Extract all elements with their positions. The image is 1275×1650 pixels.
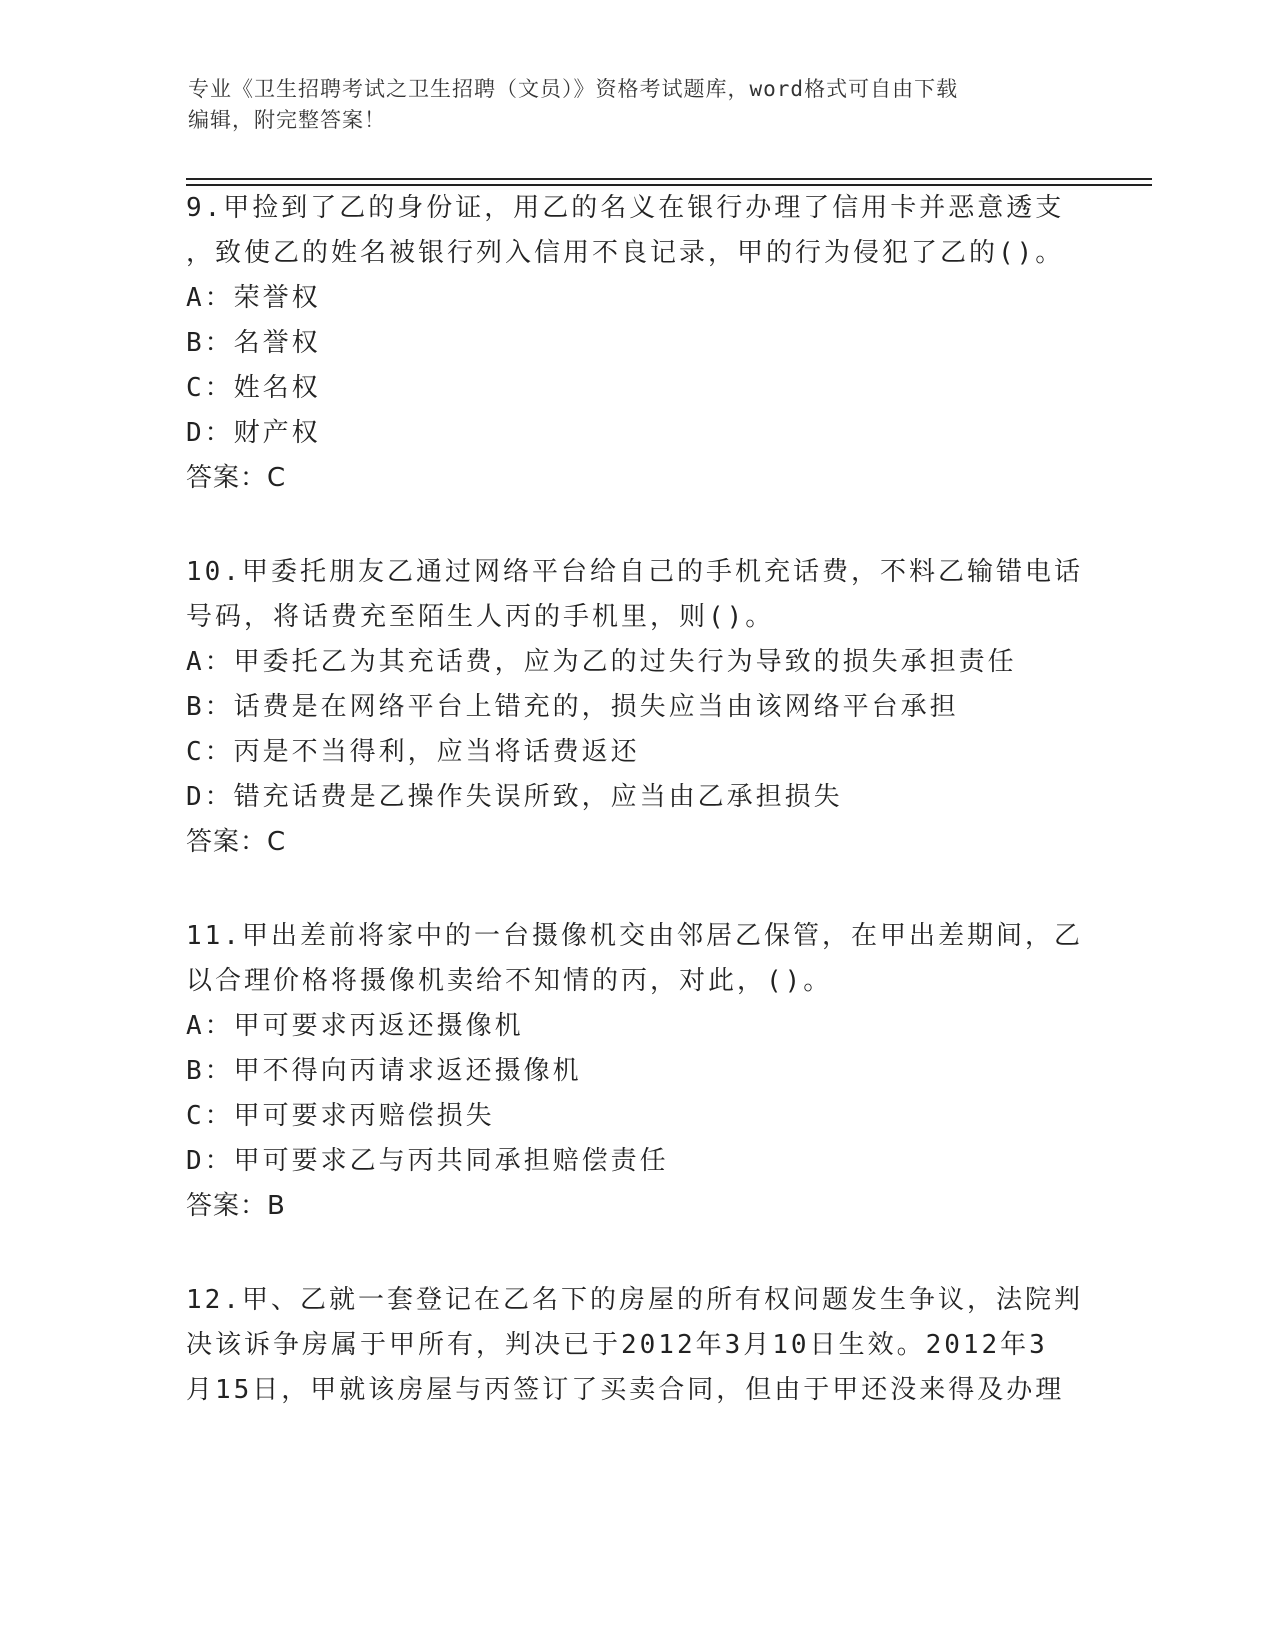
spacer xyxy=(186,1229,1086,1278)
option-a: A：甲可要求丙返还摄像机 xyxy=(186,1011,524,1041)
option-c: C：甲可要求丙赔偿损失 xyxy=(186,1101,495,1131)
option-d: D：财产权 xyxy=(186,418,321,448)
question-9 xyxy=(186,186,1086,501)
option-c: C：丙是不当得利，应当将话费返还 xyxy=(186,737,640,767)
question-text-line: 月15日，甲就该房屋与丙签订了买卖合同，但由于甲还没来得及办理 xyxy=(186,1375,1065,1405)
question-text-line: 10.甲委托朋友乙通过网络平台给自己的手机充话费，不料乙输错电话 xyxy=(186,557,1083,587)
answer-line: 答案：C xyxy=(186,463,287,493)
document-header xyxy=(188,74,1068,136)
question-list xyxy=(186,186,1086,1413)
option-c: C：姓名权 xyxy=(186,373,321,403)
spacer xyxy=(186,501,1086,550)
answer-line: 答案：C xyxy=(186,827,287,857)
header-line-1: 专业《卫生招聘考试之卫生招聘（文员）》资格考试题库，word格式可自由下载 xyxy=(188,77,959,101)
question-text-line: 以合理价格将摄像机卖给不知情的丙，对此，()。 xyxy=(186,966,833,996)
spacer xyxy=(186,865,1086,914)
question-10 xyxy=(186,550,1086,865)
option-b: B：甲不得向丙请求返还摄像机 xyxy=(186,1056,582,1086)
question-text-line: 号码，将话费充至陌生人丙的手机里，则()。 xyxy=(186,602,775,632)
header-rule-top xyxy=(186,178,1152,180)
question-11 xyxy=(186,914,1086,1229)
option-b: B：名誉权 xyxy=(186,328,321,358)
question-text-line: ，致使乙的姓名被银行列入信用不良记录，甲的行为侵犯了乙的()。 xyxy=(186,238,1065,268)
answer-line: 答案：B xyxy=(186,1191,286,1221)
option-a: A：甲委托乙为其充话费，应为乙的过失行为导致的损失承担责任 xyxy=(186,647,1017,677)
question-text-line: 9.甲捡到了乙的身份证，用乙的名义在银行办理了信用卡并恶意透支 xyxy=(186,193,1065,223)
option-d: D：甲可要求乙与丙共同承担赔偿责任 xyxy=(186,1146,669,1176)
option-b: B：话费是在网络平台上错充的，损失应当由该网络平台承担 xyxy=(186,692,959,722)
option-d: D：错充话费是乙操作失误所致，应当由乙承担损失 xyxy=(186,782,843,812)
question-12 xyxy=(186,1278,1086,1413)
question-text-line: 11.甲出差前将家中的一台摄像机交由邻居乙保管，在甲出差期间，乙 xyxy=(186,921,1083,951)
question-text-line: 12.甲、乙就一套登记在乙名下的房屋的所有权问题发生争议，法院判 xyxy=(186,1285,1083,1315)
option-a: A：荣誉权 xyxy=(186,283,321,313)
header-line-2: 编辑，附完整答案！ xyxy=(188,108,386,132)
question-text-line: 决该诉争房属于甲所有，判决已于2012年3月10日生效。2012年3 xyxy=(186,1330,1048,1360)
